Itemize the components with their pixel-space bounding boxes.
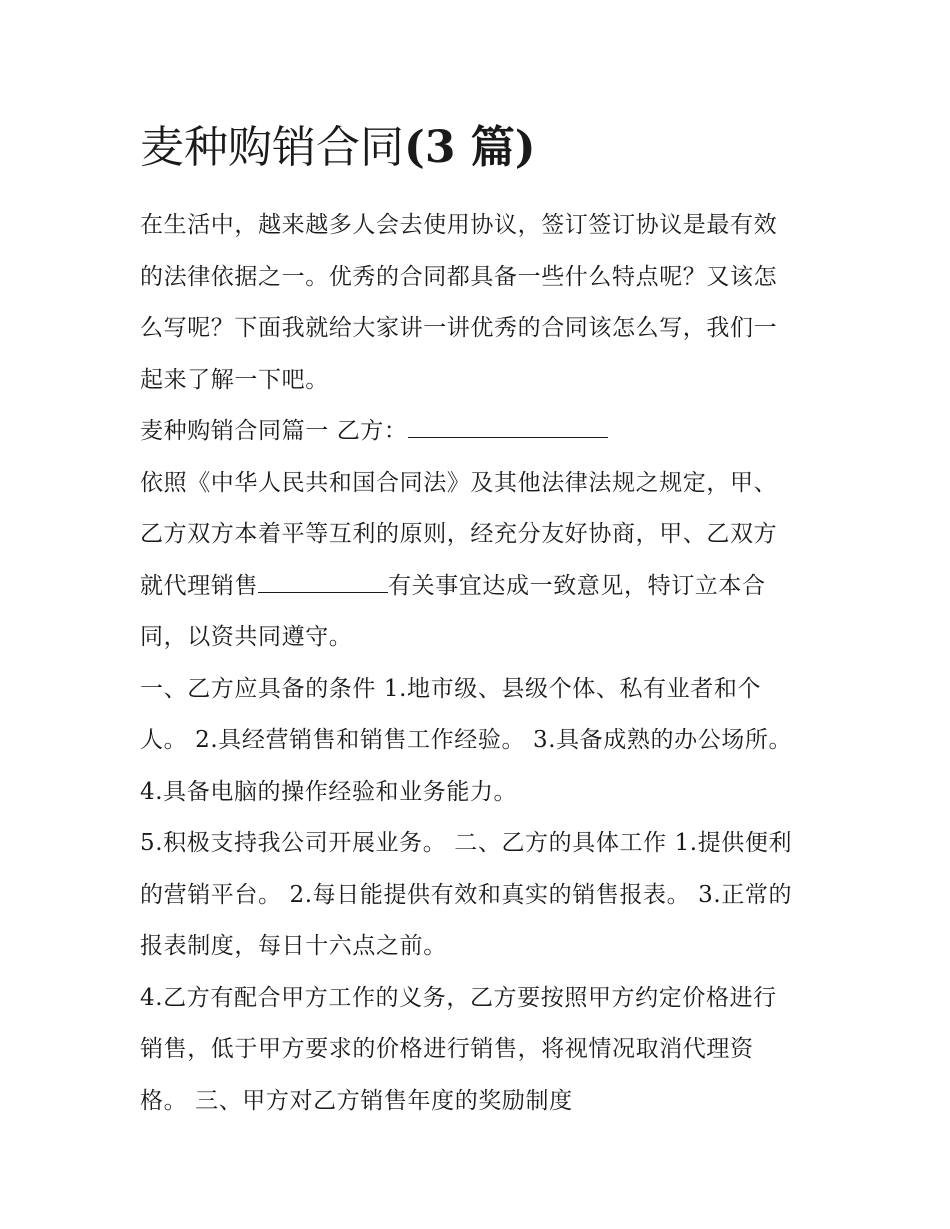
document-page [140, 112, 812, 1127]
paragraph-line: 格。 三、甲方对乙方销售年度的奖励制度 [140, 1087, 573, 1114]
paragraph-line: 么写呢？下面我就给大家讲一讲优秀的合同该怎么写，我们一 [140, 315, 778, 341]
section-heading-line [140, 406, 812, 458]
document-title [140, 112, 812, 184]
paragraph-line: 同，以资共同遵守。 [140, 624, 353, 650]
title-paren: (3 篇) [404, 122, 536, 173]
paragraph-line: 销售，低于甲方要求的价格进行销售，将视情况取消代理资 [140, 1036, 754, 1062]
section-heading: 麦种购销合同篇一 乙方： [140, 418, 408, 444]
line-segment: 就代理销售 [140, 572, 258, 599]
paragraph-line: 报表制度，每日十六点之前。 [140, 933, 447, 959]
product-blank [258, 570, 388, 593]
paragraph-line: 4.乙方有配合甲方工作的义务，乙方要按照甲方约定价格进行 [140, 984, 777, 1011]
line-segment: 有关事宜达成一致意见，特订立本合 [388, 572, 766, 599]
paragraph-line: 的法律依据之一。优秀的合同都具备一些什么特点呢？又该怎 [140, 263, 778, 290]
paragraph-line: 人。 2.具经营销售和销售工作经验。 3.具备成熟的办公场所。 [140, 727, 793, 753]
paragraph-line: 一、乙方应具备的条件 1.地市级、县级个体、私有业者和个 [140, 675, 762, 702]
paragraph-line: 乙方双方本着平等互利的原则，经充分友好协商，甲、乙双方 [140, 521, 778, 547]
paragraph-line: 的营销平台。 2.每日能提供有效和真实的销售报表。 3.正常的 [140, 881, 793, 908]
paragraph-line: 5.积极支持我公司开展业务。 二、乙方的具体工作 1.提供便利 [140, 830, 793, 856]
party-b-blank [408, 415, 608, 438]
title-main: 麦种购销合同 [140, 122, 404, 173]
paragraph-line: 在生活中，越来越多人会去使用协议，签订签订协议是最有效 [140, 212, 778, 238]
paragraph-line [140, 561, 812, 613]
paragraph-line: 起来了解一下吧。 [140, 366, 329, 393]
paragraph-line: 依照《中华人民共和国合同法》及其他法律法规之规定，甲、 [140, 469, 778, 496]
paragraph-line: 4.具备电脑的操作经验和业务能力。 [140, 778, 518, 805]
